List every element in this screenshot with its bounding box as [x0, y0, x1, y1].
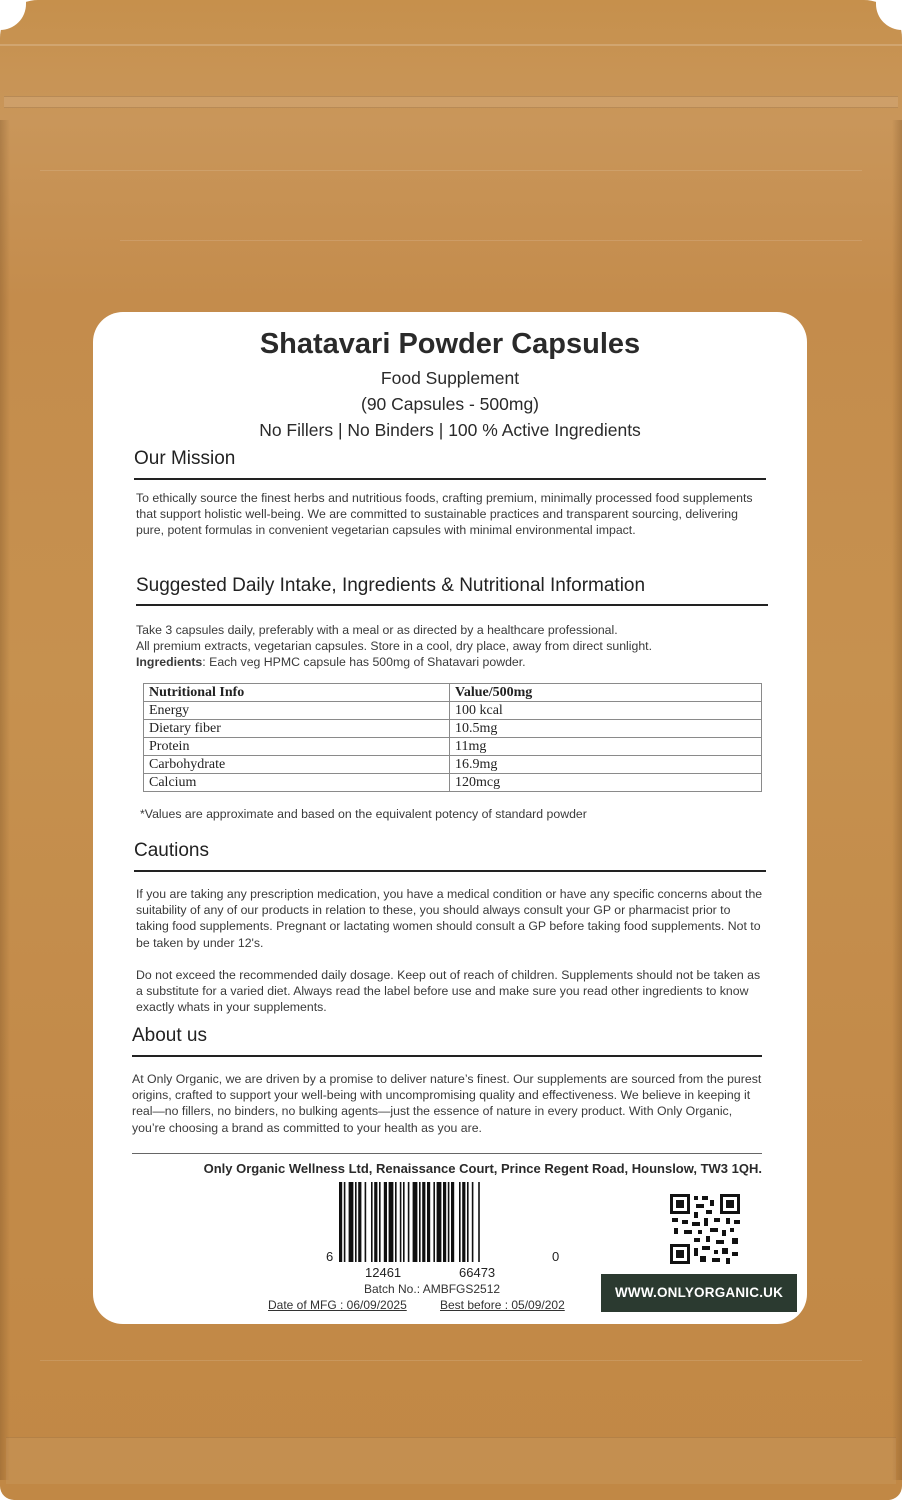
pouch-corner	[0, 0, 26, 30]
ingredients-text: : Each veg HPMC capsule has 500mg of Shatavari powder.	[202, 655, 526, 670]
product-size: (90 Capsules - 500mg)	[361, 394, 539, 414]
company-address: Only Organic Wellness Ltd, Renaissance Court, Prince Regent Road, Hounslow, TW3 1QH.	[203, 1161, 762, 1176]
qr-code	[670, 1194, 740, 1264]
barcode-bar	[371, 1182, 373, 1264]
table-header-row	[144, 684, 762, 702]
product-subtitle: Food Supplement	[380, 368, 520, 388]
barcode-bar	[389, 1182, 394, 1264]
cautions-para-1: If you are taking any prescription medication, you have a medical condition or have any specific concerns about the suitability of any of our products in relation to these, you should always consult your GP or pharmacist prior to taking food supplements. Pregnant or lactating women should consult a GP before taking food supplements. Not to be taken by under 12's.	[136, 887, 763, 950]
barcode-bar	[403, 1182, 405, 1264]
barcode-bar	[422, 1182, 425, 1264]
pouch-edge-right	[892, 120, 902, 1480]
barcode-bar	[358, 1182, 361, 1264]
ingredients-line	[136, 654, 766, 670]
mfg-date: Date of MFG : 06/09/2025	[268, 1298, 407, 1312]
table-header: Nutritional Info	[144, 684, 450, 702]
barcode-bar	[379, 1182, 381, 1264]
table-row	[144, 774, 762, 792]
cautions-heading: Cautions	[134, 840, 209, 861]
barcode-bar	[419, 1182, 421, 1264]
cautions-para-2: Do not exceed the recommended daily dosage. Keep out of reach of children. Supplements should not be taken as a substitute for a varied diet. Always read the label before use and make sure you read other ingredients to know exactly whats in your supplements.	[136, 968, 761, 1015]
barcode-bar	[433, 1182, 435, 1264]
ingredients-label: Ingredients	[136, 655, 203, 670]
website-badge: WWW.ONLYORGANIC.UK	[601, 1274, 797, 1312]
barcode-bar	[339, 1182, 342, 1274]
barcode-digit-group-right: 66473	[459, 1265, 496, 1280]
barcode-bar	[365, 1182, 367, 1264]
product-title: Shatavari Powder Capsules	[259, 328, 641, 360]
table-row	[144, 702, 762, 720]
table-row	[144, 756, 762, 774]
barcode-bar	[355, 1182, 357, 1264]
about-text: At Only Organic, we are driven by a promise to deliver nature’s finest. Our supplements are sourced from the purest origins, crafted to support your well-being with uncompromising quality and effectiveness. We believe in keeping it real—no fillers, no binders, no bulking agents—just the essence of nature in every product. With Only Organic, you’re choosing a brand as committed to your health as you are.	[132, 1072, 762, 1135]
table-cell: 100 kcal	[450, 702, 762, 720]
table-cell: Dietary fiber	[144, 720, 450, 738]
mission-heading: Our Mission	[134, 448, 236, 469]
mission-rule	[134, 478, 766, 480]
about-rule	[132, 1055, 762, 1057]
barcode-bar	[478, 1182, 480, 1274]
table-cell: Energy	[144, 702, 450, 720]
tear-line	[0, 44, 902, 46]
intake-rule	[136, 604, 768, 606]
intake-line-2: All premium extracts, vegetarian capsules. Store in a cool, dry place, away from direct sunlight.	[136, 639, 653, 654]
pouch-edge-left	[0, 120, 10, 1480]
nutrition-note: *Values are approximate and based on the equivalent potency of standard powder	[140, 807, 587, 821]
barcode-bar	[462, 1182, 465, 1264]
crinkle-line	[40, 170, 862, 171]
barcode-digit-last: 0	[552, 1249, 560, 1264]
table-row	[144, 720, 762, 738]
table-header: Value/500mg	[450, 684, 762, 702]
about-heading: About us	[132, 1025, 207, 1046]
barcode	[335, 1182, 535, 1278]
nutrition-table	[143, 683, 762, 792]
pouch-corner	[876, 0, 902, 30]
barcode-bar	[448, 1182, 450, 1264]
barcode-bar	[400, 1182, 402, 1264]
table-cell: 11mg	[450, 738, 762, 756]
intake-heading: Suggested Daily Intake, Ingredients & Nutritional Information	[136, 575, 646, 596]
product-claims: No Fillers | No Binders | 100 % Active Ingredients	[259, 420, 641, 440]
intake-text	[136, 622, 766, 671]
barcode-bar	[467, 1182, 469, 1264]
mission-text: To ethically source the finest herbs and nutritious foods, crafting premium, minimally processed food supplements that support holistic well-being. We are committed to sustainable practices and transparent sourcing, delivering pure, potent formulas in convenient vegetarian capsules with minimal environmental impact.	[136, 491, 753, 538]
table-cell: 120mcg	[450, 774, 762, 792]
barcode-bar	[374, 1182, 377, 1264]
qr-code-graphic	[670, 1194, 740, 1264]
table-cell: Protein	[144, 738, 450, 756]
crinkle-line	[120, 240, 862, 241]
intake-line-1: Take 3 capsules daily, preferably with a meal or as directed by a healthcare professional.	[136, 623, 618, 637]
barcode-bar	[349, 1182, 354, 1264]
barcode-bar	[413, 1182, 418, 1264]
barcode-digit-group-left: 12461	[365, 1265, 402, 1280]
table-cell: 10.5mg	[450, 720, 762, 738]
barcode-bar	[459, 1182, 461, 1264]
barcode-bar	[344, 1182, 346, 1274]
bottom-seal	[6, 1437, 896, 1484]
cautions-rule	[134, 870, 766, 872]
barcode-bar	[443, 1182, 446, 1264]
product-label	[93, 312, 807, 1324]
barcode-bars	[335, 1182, 535, 1278]
barcode-bar	[427, 1182, 430, 1264]
footer-rule	[132, 1153, 762, 1154]
barcode-bar	[384, 1182, 387, 1264]
barcode-bar	[437, 1182, 442, 1264]
best-before-date: Best before : 05/09/202	[440, 1298, 565, 1312]
barcode-bar	[395, 1182, 397, 1264]
barcode-bar	[451, 1182, 454, 1264]
zip-seal	[4, 96, 898, 108]
barcode-digit-first: 6	[326, 1249, 334, 1264]
table-cell: Carbohydrate	[144, 756, 450, 774]
barcode-bar	[408, 1182, 410, 1274]
barcode-bar	[472, 1182, 474, 1264]
table-row	[144, 738, 762, 756]
crinkle-line	[40, 1360, 862, 1361]
batch-number: Batch No.: AMBFGS2512	[364, 1282, 501, 1296]
table-cell: 16.9mg	[450, 756, 762, 774]
table-cell: Calcium	[144, 774, 450, 792]
